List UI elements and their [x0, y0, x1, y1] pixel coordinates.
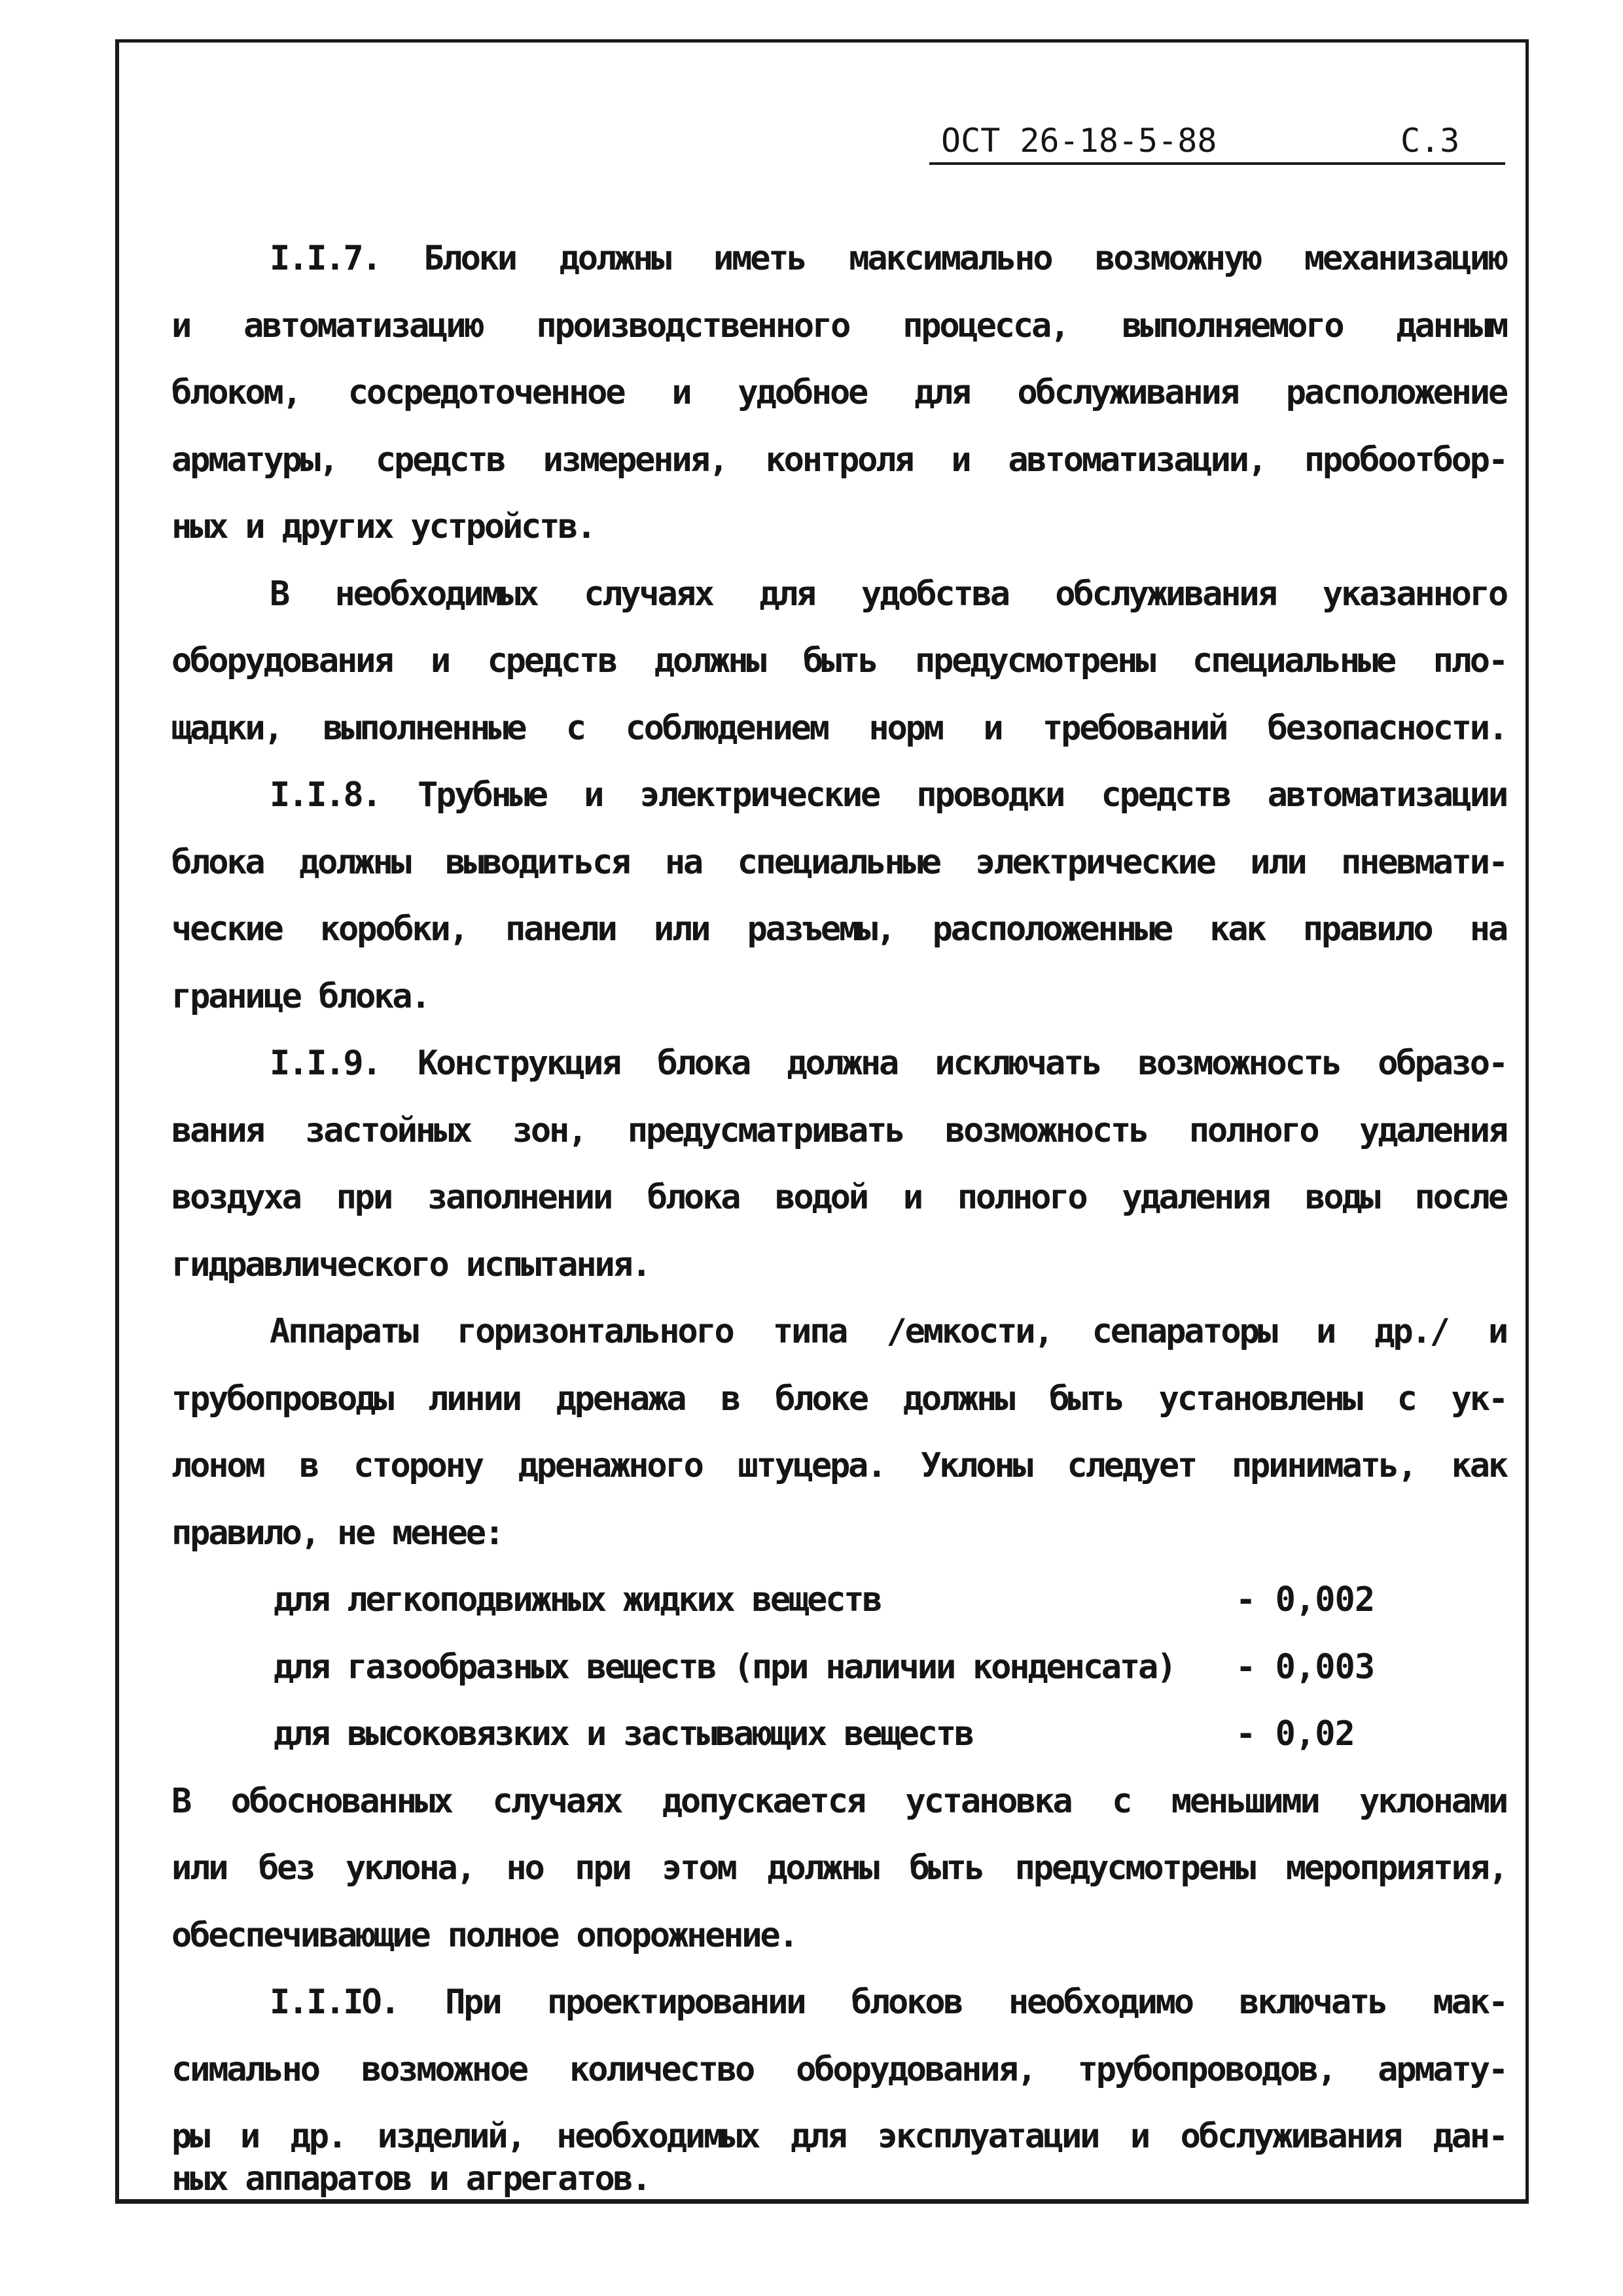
- text-line: трубопроводы линии дренажа в блоке должны быть установлены с ук-: [171, 1379, 1507, 1419]
- text-line: I.I.7. Блоки должны иметь максимально возможную механизацию: [270, 239, 1507, 278]
- document-code: ОСТ 26-18-5-88: [941, 122, 1217, 160]
- text-line: ческие коробки, панели или разъемы, расположенные как правило на: [171, 910, 1507, 949]
- text-line: симально возможное количество оборудования, трубопроводов, армату-: [171, 2050, 1507, 2089]
- text-line: Аппараты горизонтального типа /емкости, сепараторы и др./ и: [270, 1312, 1507, 1351]
- text-line: В необходимых случаях для удобства обслуживания указанного: [270, 574, 1507, 614]
- slope-label: для газообразных веществ (при наличии конденсата): [274, 1648, 1175, 1687]
- text-line: обеспечивающие полное опорожнение.: [171, 1916, 797, 1955]
- text-line: ры и др. изделий, необходимых для эксплуатации и обслуживания дан-: [171, 2117, 1507, 2156]
- slope-value: - 0,02: [1236, 1714, 1355, 1754]
- text-line: правило, не менее:: [171, 1513, 503, 1553]
- page-number: С.3: [1400, 122, 1460, 160]
- text-line: ных аппаратов и агрегатов.: [171, 2159, 650, 2199]
- slope-label: для легкоподвижных жидких веществ: [274, 1580, 881, 1619]
- text-line: I.I.IO. При проектировании блоков необходимо включать мак-: [270, 1983, 1507, 2022]
- text-line: вания застойных зон, предусматривать возможность полного удаления: [171, 1111, 1507, 1150]
- text-line: лоном в сторону дренажного штуцера. Уклоны следует принимать, как: [171, 1446, 1507, 1485]
- text-line: или без уклона, но при этом должны быть предусмотрены мероприятия,: [171, 1848, 1507, 1888]
- text-line: оборудования и средств должны быть предусмотрены специальные пло-: [171, 641, 1507, 680]
- text-line: I.I.8. Трубные и электрические проводки средств автоматизации: [270, 775, 1507, 815]
- slope-value: - 0,002: [1236, 1580, 1375, 1619]
- slope-label: для высоковязких и застывающих веществ: [274, 1714, 973, 1754]
- header-underline: [929, 162, 1505, 165]
- text-line: воздуха при заполнении блока водой и полного удаления воды после: [171, 1178, 1507, 1217]
- text-line: границе блока.: [171, 977, 429, 1016]
- text-line: В обоснованных случаях допускается установка с меньшими уклонами: [171, 1782, 1507, 1821]
- text-line: I.I.9. Конструкция блока должна исключать возможность образо-: [270, 1044, 1507, 1083]
- text-line: арматуры, средств измерения, контроля и автоматизации, пробоотбор-: [171, 440, 1507, 480]
- text-line: и автоматизацию производственного процесса, выполняемого данным: [171, 306, 1507, 345]
- text-line: ных и других устройств.: [171, 507, 595, 546]
- document-header: [929, 122, 1505, 168]
- text-line: щадки, выполненные с соблюдением норм и требований безопасности.: [171, 709, 1507, 748]
- text-line: блоком, сосредоточенное и удобное для обслуживания расположение: [171, 373, 1507, 412]
- slope-value: - 0,003: [1236, 1648, 1375, 1687]
- text-line: блока должны выводиться на специальные электрические или пневмати-: [171, 843, 1507, 882]
- text-line: гидравлического испытания.: [171, 1245, 650, 1284]
